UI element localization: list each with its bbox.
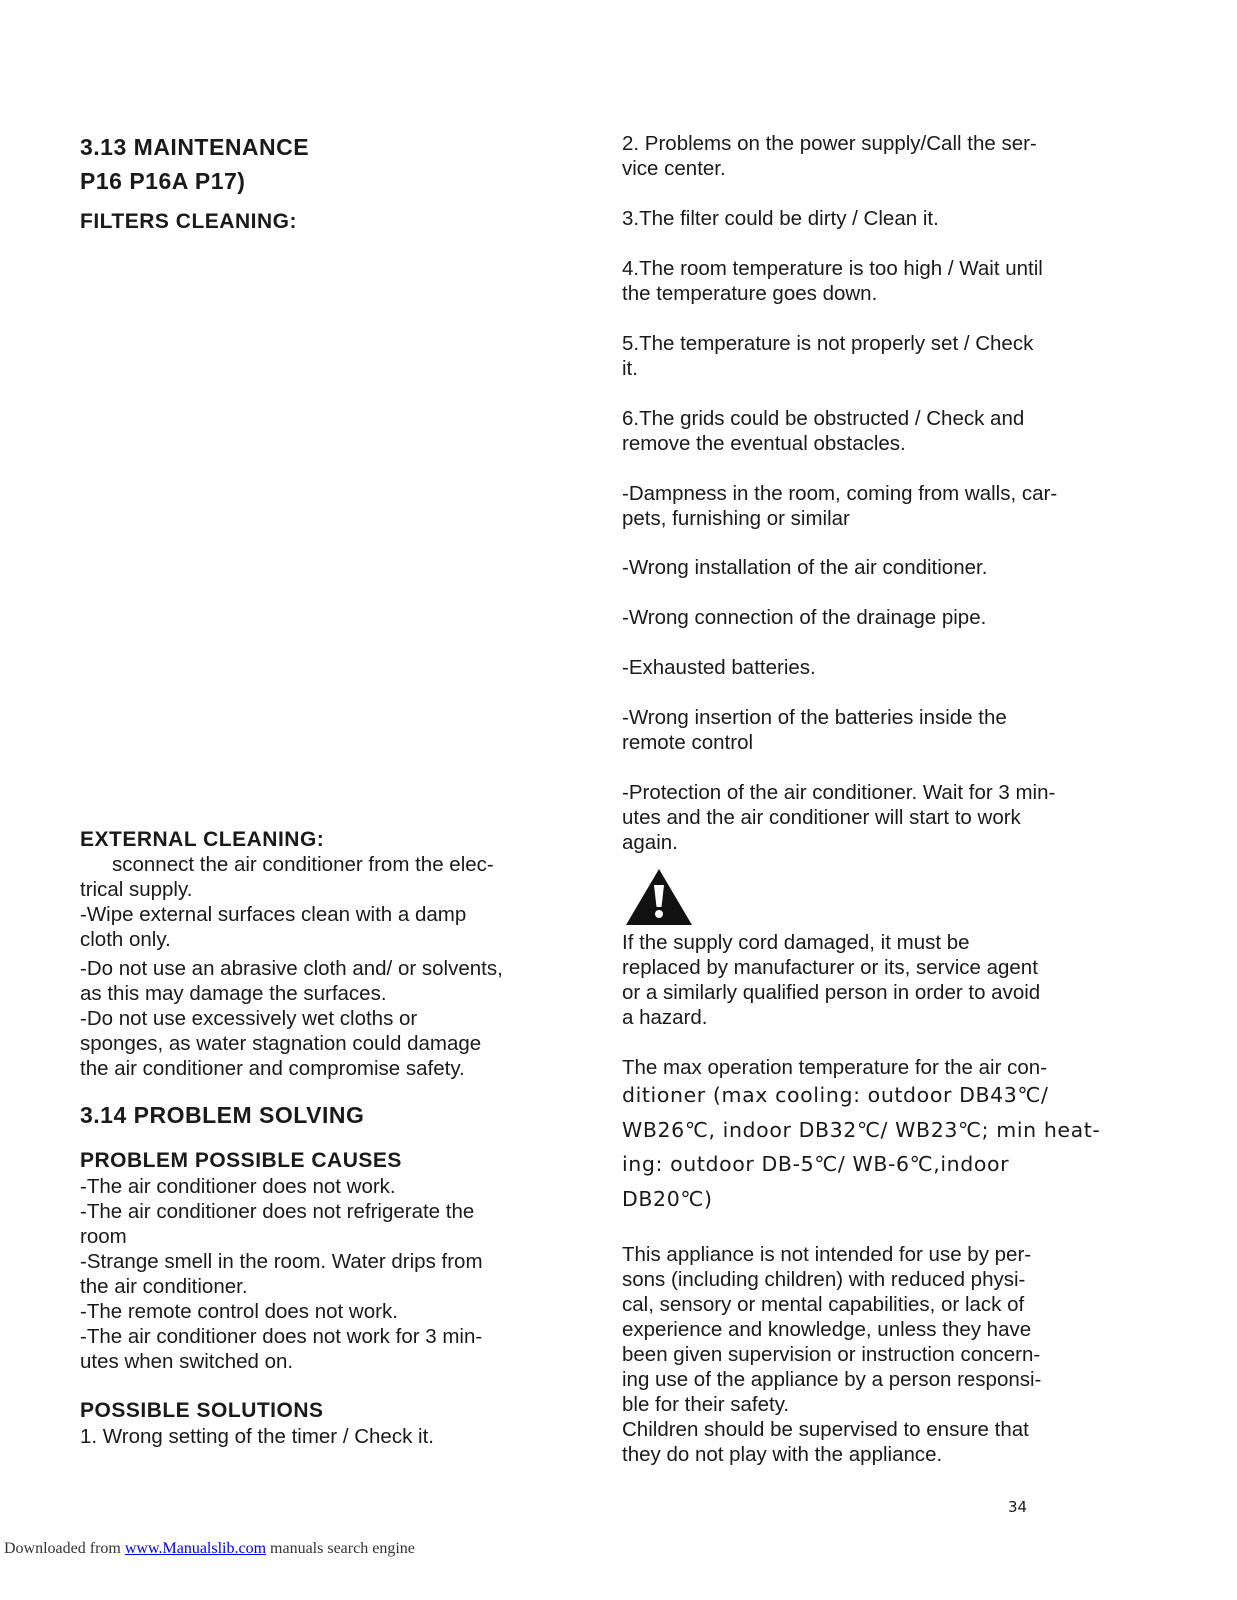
- text-line: 3.The filter could be dirty / Clean it.: [622, 207, 939, 230]
- text-line: cloth only.: [80, 928, 171, 951]
- problem-list: [80, 1174, 600, 1374]
- text-line: it.: [622, 357, 638, 380]
- text-line: a hazard.: [622, 1006, 708, 1029]
- text-line: -Exhausted batteries.: [622, 656, 816, 679]
- text-line: -Do not use an abrasive cloth and/ or solvents,: [80, 957, 503, 980]
- text-line: again.: [622, 831, 678, 854]
- temp-intro-line: The max operation temperature for the air con-: [622, 1056, 1048, 1079]
- text-line: utes and the air conditioner will start to work: [622, 806, 1021, 829]
- text-line: pets, furnishing or similar: [622, 507, 850, 530]
- section-title-problem-solving: 3.14 PROBLEM SOLVING: [80, 1102, 365, 1128]
- text-line: -Dampness in the room, coming from walls, car-: [622, 482, 1058, 505]
- text-line: 2. Problems on the power supply/Call the ser-: [622, 132, 1037, 155]
- footer-prefix: Downloaded from: [4, 1540, 125, 1557]
- possible-solutions-heading: POSSIBLE SOLUTIONS: [80, 1399, 324, 1422]
- text-line: WB26℃, indoor DB32℃/ WB23℃; min heat-: [622, 1117, 1101, 1142]
- text-line: utes when switched on.: [80, 1350, 294, 1373]
- page-number: 34: [1008, 1498, 1028, 1516]
- text-line: 4.The room temperature is too high / Wait until: [622, 257, 1043, 280]
- cause-item: [622, 655, 816, 680]
- manualslib-link[interactable]: www.Manualslib.com: [124, 1540, 267, 1557]
- text-line: -The remote control does not work.: [80, 1300, 398, 1323]
- download-footer: [4, 1540, 415, 1558]
- text-line: they do not play with the appliance.: [622, 1443, 943, 1466]
- cause-item: [622, 605, 986, 630]
- text-line: experience and knowledge, unless they have: [622, 1318, 1032, 1341]
- text-line: -Wrong installation of the air conditioner.: [622, 556, 988, 579]
- section-models: P16 P16A P17): [80, 168, 246, 194]
- text-line: -Strange smell in the room. Water drips from: [80, 1250, 483, 1273]
- text-line: sponges, as water stagnation could damage: [80, 1032, 482, 1055]
- cause-item: [622, 481, 1057, 531]
- text-line: remote control: [622, 731, 754, 754]
- text-line: DB20℃): [622, 1186, 713, 1211]
- text-line: sconnect the air conditioner from the elec-: [112, 853, 494, 876]
- text-line: remove the eventual obstacles.: [622, 432, 906, 455]
- text-line: replaced by manufacturer or its, service agent: [622, 956, 1038, 979]
- filters-cleaning-heading: FILTERS CLEANING:: [80, 210, 297, 233]
- text-line: 5.The temperature is not properly set / Check: [622, 332, 1034, 355]
- text-line: the temperature goes down.: [622, 282, 878, 305]
- text-line: Children should be supervised to ensure that: [622, 1418, 1029, 1441]
- text-line: been given supervision or instruction concern-: [622, 1343, 1041, 1366]
- text-line: ing: outdoor DB-5℃/ WB-6℃,indoor: [622, 1152, 1010, 1176]
- cause-item: [622, 131, 1037, 181]
- text-line: or a similarly qualified person in order to avoid: [622, 981, 1041, 1004]
- text-line: -The air conditioner does not work.: [80, 1175, 396, 1198]
- text-line: the air conditioner.: [80, 1275, 248, 1298]
- cause-item: [622, 331, 1033, 381]
- text-line: -Wrong connection of the drainage pipe.: [622, 606, 987, 629]
- text-line: the air conditioner and compromise safety.: [80, 1057, 465, 1080]
- text-line: room: [80, 1225, 127, 1248]
- text-line: ing use of the appliance by a person responsi-: [622, 1368, 1042, 1391]
- solution-item: 1. Wrong setting of the timer / Check it.: [80, 1425, 434, 1448]
- text-line: -The air conditioner does not work for 3 min-: [80, 1325, 483, 1348]
- footer-suffix: manuals search engine: [266, 1540, 415, 1557]
- warning-triangle-icon: [625, 868, 693, 931]
- text-line: trical supply.: [80, 878, 193, 901]
- text-line: 6.The grids could be obstructed / Check and: [622, 407, 1025, 430]
- text-line: cal, sensory or mental capabilities, or lack of: [622, 1293, 1025, 1316]
- external-cleaning-text: [80, 852, 600, 1081]
- text-line: as this may damage the surfaces.: [80, 982, 387, 1005]
- text-line: -The air conditioner does not refrigerate the: [80, 1200, 475, 1223]
- text-line: -Protection of the air conditioner. Wait for 3 min-: [622, 781, 1056, 804]
- problem-causes-heading: PROBLEM POSSIBLE CAUSES: [80, 1149, 402, 1172]
- cause-item: [622, 406, 1024, 456]
- text-line: -Do not use excessively wet cloths or: [80, 1007, 418, 1030]
- text-line: vice center.: [622, 157, 726, 180]
- text-line: If the supply cord damaged, it must be: [622, 931, 970, 954]
- text-line: This appliance is not intended for use by per-: [622, 1243, 1032, 1266]
- max-temperature-text: [622, 1078, 1100, 1216]
- cause-item: [622, 555, 987, 580]
- text-line: sons (including children) with reduced physi-: [622, 1268, 1026, 1291]
- text-line: -Wrong insertion of the batteries inside the: [622, 706, 1007, 729]
- external-cleaning-heading: EXTERNAL CLEANING:: [80, 828, 325, 851]
- appliance-safety-text: [622, 1242, 1041, 1467]
- cause-item: [622, 780, 1055, 855]
- text-line: ble for their safety.: [622, 1393, 790, 1416]
- section-title-maintenance: 3.13 MAINTENANCE: [80, 134, 310, 160]
- cause-item: [622, 206, 939, 231]
- cause-item: [622, 256, 1043, 306]
- text-line: -Wipe external surfaces clean with a damp: [80, 903, 467, 926]
- text-line: ditioner (max cooling: outdoor DB43℃/: [622, 1083, 1049, 1107]
- cause-item: [622, 705, 1007, 755]
- cord-warning-text: [622, 930, 1040, 1030]
